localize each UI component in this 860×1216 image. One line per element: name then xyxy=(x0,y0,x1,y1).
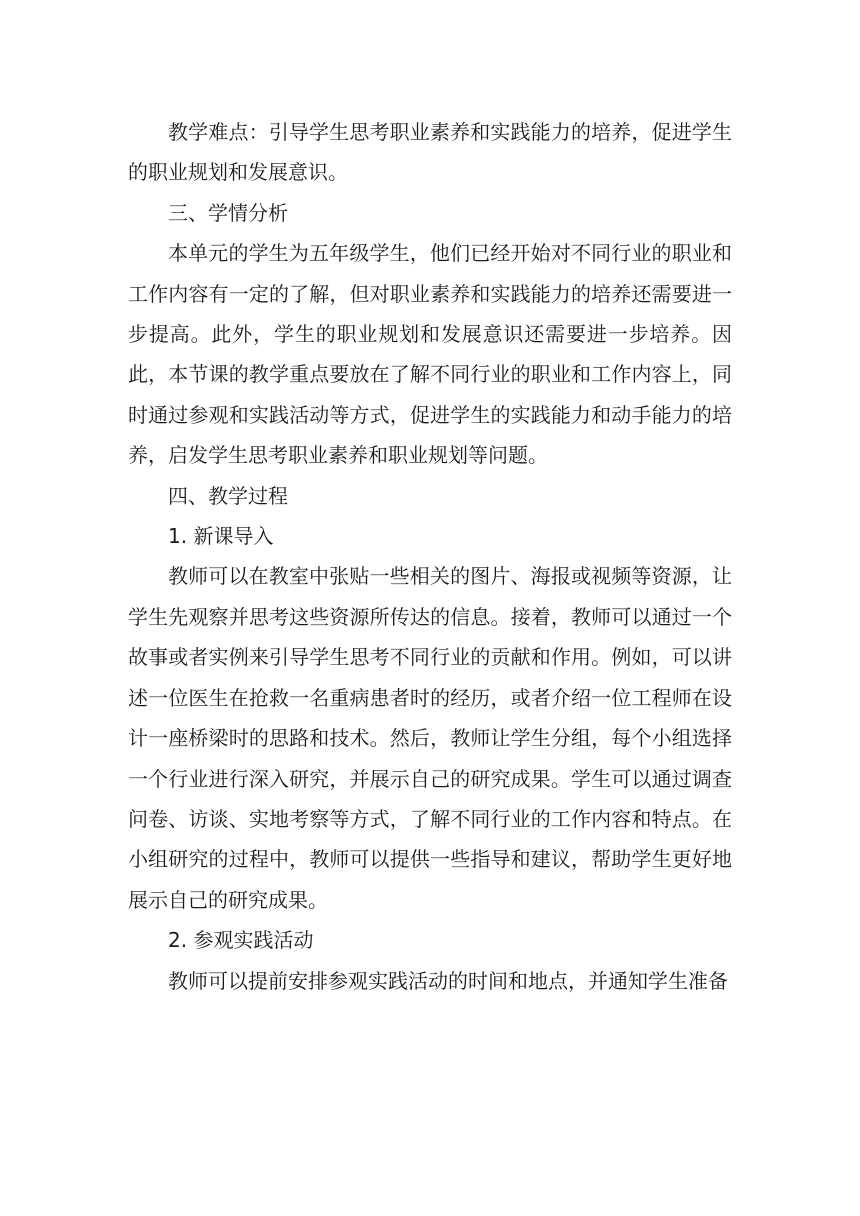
section-heading-learner-analysis: 三、学情分析 xyxy=(168,200,288,225)
paragraph-lesson-introduction: 教师可以在教室中张贴一些相关的图片、海报或视频等资源，让学生先观察并思考这些资源所传达的信息。接着，教师可以通过一个故事或者实例来引导学生思考不同行业的贡献和作用。例如，可以讲述一位医生在抢救一名重病患者时的经历，或者介绍一位工程师在设计一座桥梁时的思路和技术。然后，教师让学生分组，每个小组选择一个行业进行深入研究，并展示自己的研究成果。学生可以通过调查问卷、访谈、实地考察等方式，了解不同行业的工作内容和特点。在小组研究的过程中，教师可以提供一些指导和建议，帮助学生更好地展示自己的研究成果。 xyxy=(128,564,732,912)
paragraph-visit-practice: 教师可以提前安排参观实践活动的时间和地点，并通知学生准备 xyxy=(168,968,728,993)
document-body xyxy=(128,112,732,1001)
paragraph-learner-analysis: 本单元的学生为五年级学生，他们已经开始对不同行业的职业和工作内容有一定的了解，但对职业素养和实践能力的培养还需要进一步提高。此外，学生的职业规划和发展意识还需要进一步培养。因此，本节课的教学重点要放在了解不同行业的职业和工作内容上，同时通过参观和实践活动等方式，促进学生的实践能力和动手能力的培养，启发学生思考职业素养和职业规划等问题。 xyxy=(128,241,732,468)
paragraph-teaching-difficulty: 教学难点：引导学生思考职业素养和实践能力的培养，促进学生的职业规划和发展意识。 xyxy=(128,120,732,185)
subheading-lesson-introduction: 1. 新课导入 xyxy=(168,524,274,549)
subheading-visit-practice: 2. 参观实践活动 xyxy=(168,928,314,953)
section-heading-teaching-process: 四、教学过程 xyxy=(168,483,288,508)
